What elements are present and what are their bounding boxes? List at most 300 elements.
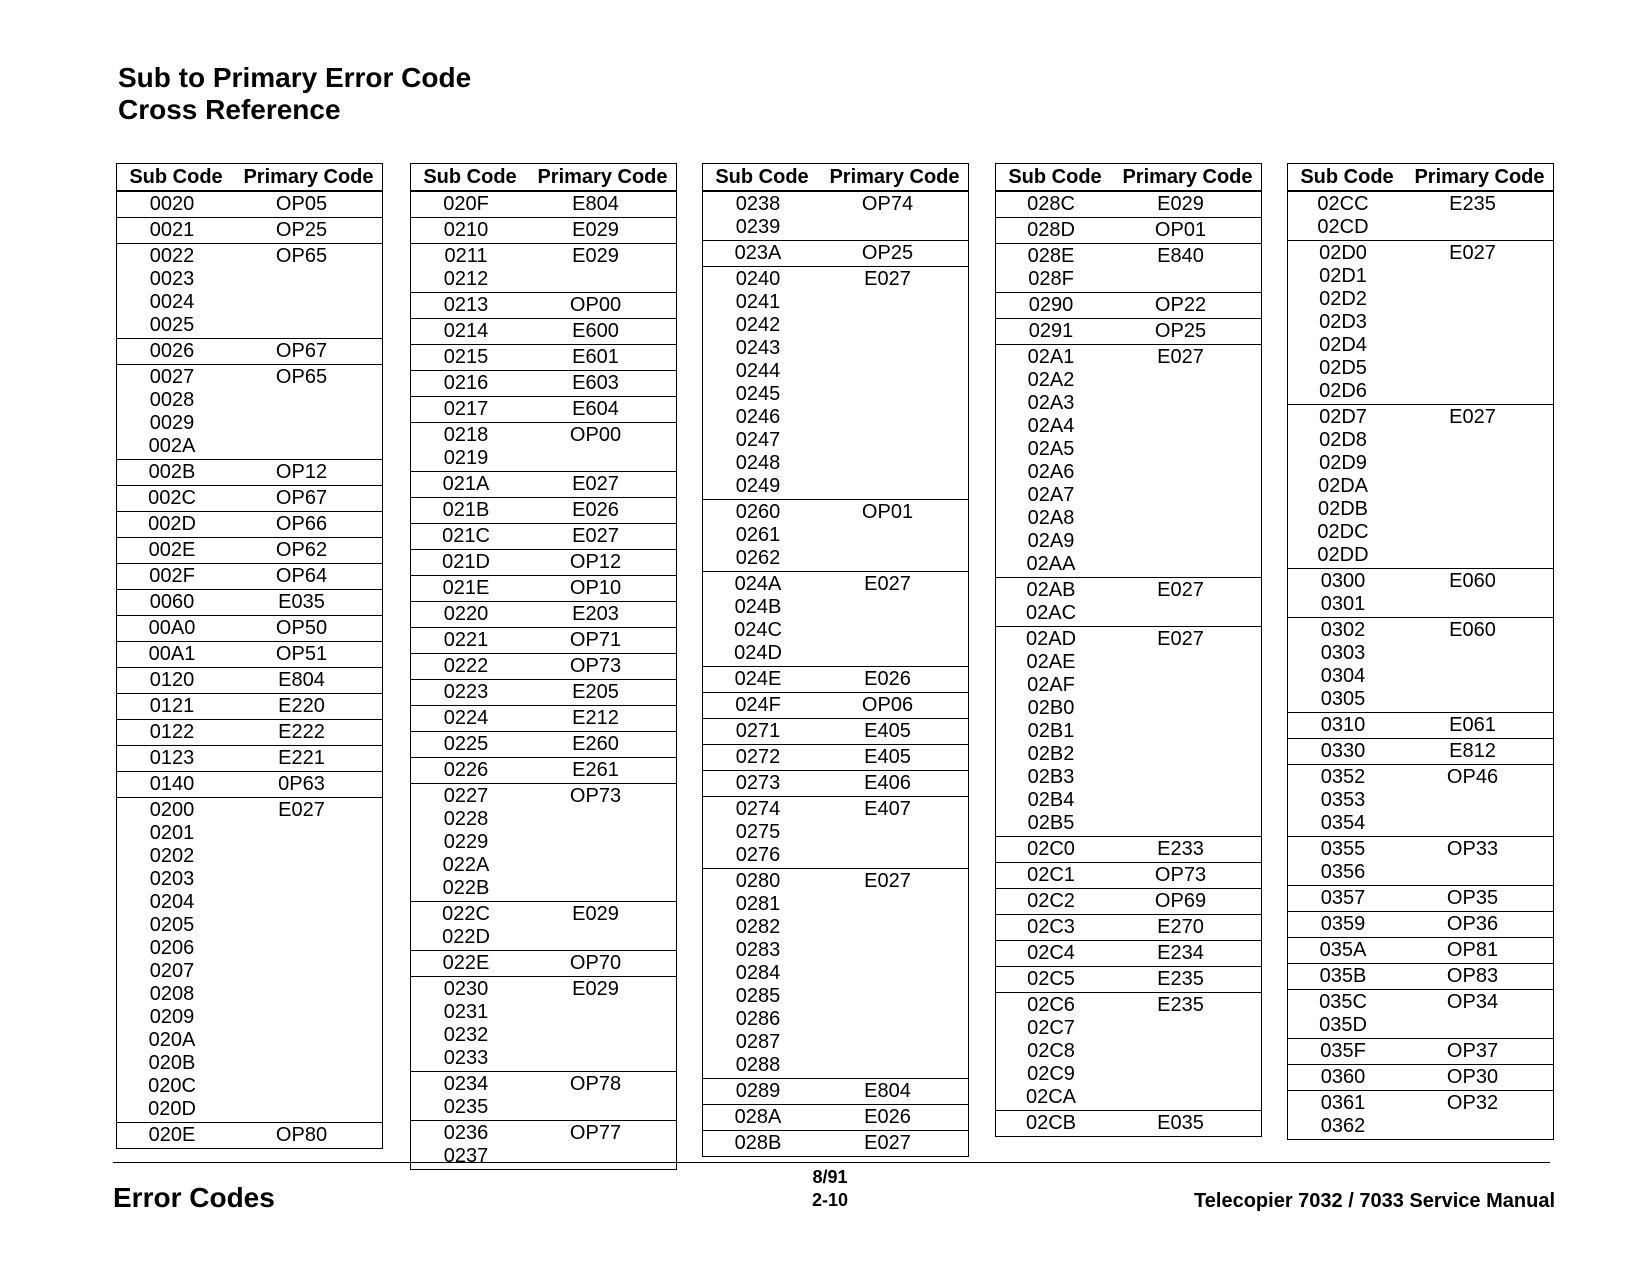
- table-row: [411, 1047, 676, 1070]
- sub-code-cell: 0275: [735, 821, 781, 843]
- sub-code-cell: 0285: [735, 985, 781, 1007]
- primary-code-cell: E061: [1449, 714, 1496, 736]
- sub-code-cell: 02AF: [1027, 674, 1075, 696]
- sub-code-cell: 0356: [1320, 861, 1366, 883]
- primary-code-cell: E603: [572, 372, 619, 394]
- table-row: [117, 539, 382, 562]
- sub-code-cell: 0238: [735, 193, 781, 215]
- code-group: [996, 967, 1261, 993]
- sub-code-cell: 0021: [149, 219, 195, 241]
- primary-code-cell: E027: [1449, 406, 1496, 428]
- primary-code-cell: [813, 452, 968, 475]
- primary-code-cell: [813, 1054, 968, 1077]
- primary-code-cell: [813, 916, 968, 939]
- primary-code-cell: [1398, 812, 1553, 835]
- sub-code-cell: 024A: [734, 573, 782, 595]
- sub-code-cell: 0222: [443, 655, 489, 677]
- primary-code-cell: OP67: [275, 487, 328, 509]
- table-row: [703, 694, 968, 717]
- table-row: [996, 1040, 1261, 1063]
- table-row: [411, 1001, 676, 1024]
- primary-code-cell: [1398, 521, 1553, 544]
- sub-code-cell: 0020: [149, 193, 195, 215]
- primary-code-cell: E840: [1157, 245, 1204, 267]
- table-row: [117, 513, 382, 536]
- sub-code-cell: 0290: [1028, 294, 1074, 316]
- table-row: [117, 868, 382, 891]
- table-row: [117, 914, 382, 937]
- sub-code-cell: 0262: [735, 547, 781, 569]
- table-row: [996, 484, 1261, 507]
- primary-code-cell: E029: [572, 219, 619, 241]
- sub-code-cell: 028F: [1028, 268, 1074, 290]
- table-row: [703, 242, 968, 265]
- table-row: [117, 487, 382, 510]
- primary-code-header: Primary Code: [1122, 166, 1253, 188]
- table-row: [996, 942, 1261, 965]
- primary-code-cell: E261: [572, 759, 619, 781]
- primary-code-cell: [521, 926, 676, 949]
- primary-code-cell: [1398, 216, 1553, 239]
- sub-code-cell: 0208: [149, 983, 195, 1005]
- primary-code-cell: [227, 845, 382, 868]
- code-group: [1288, 1039, 1553, 1065]
- sub-code-cell: 02C6: [1027, 994, 1075, 1016]
- primary-code-cell: E027: [1157, 579, 1204, 601]
- table-row: [996, 628, 1261, 651]
- primary-code-cell: [1106, 602, 1261, 625]
- primary-code-cell: E029: [572, 903, 619, 925]
- sub-code-cell: 0202: [149, 845, 195, 867]
- sub-code-cell: 0207: [149, 960, 195, 982]
- sub-code-cell: 0204: [149, 891, 195, 913]
- sub-code-cell: 0246: [735, 406, 781, 428]
- sub-code-cell: 0028: [149, 389, 195, 411]
- table-row: [411, 785, 676, 808]
- table-row: [411, 193, 676, 216]
- primary-code-cell: E220: [278, 695, 325, 717]
- sub-code-cell: 0244: [735, 360, 781, 382]
- primary-code-cell: E027: [1449, 242, 1496, 264]
- sub-code-cell: 023A: [734, 242, 782, 264]
- sub-code-cell: 0203: [149, 868, 195, 890]
- sub-code-cell: 020D: [148, 1098, 196, 1120]
- primary-code-cell: E027: [278, 799, 325, 821]
- sub-code-cell: 0023: [149, 268, 195, 290]
- primary-code-cell: OP81: [1446, 939, 1499, 961]
- table-row: [411, 1073, 676, 1096]
- sub-code-cell: 0224: [443, 707, 489, 729]
- table-row: [411, 655, 676, 678]
- primary-code-cell: [1398, 789, 1553, 812]
- table-row: [703, 893, 968, 916]
- table-row: [703, 642, 968, 665]
- sub-code-cell: 0240: [735, 268, 781, 290]
- sub-code-cell: 035C: [1319, 991, 1367, 1013]
- primary-code-cell: E804: [278, 669, 325, 691]
- primary-code-cell: E027: [1157, 628, 1204, 650]
- table-row: [1288, 887, 1553, 910]
- primary-code-cell: OP77: [569, 1122, 622, 1144]
- sub-code-cell: 02C1: [1027, 864, 1075, 886]
- sub-code-cell: 0283: [735, 939, 781, 961]
- table-row: [1288, 380, 1553, 403]
- sub-code-cell: 0121: [149, 695, 195, 717]
- table-row: [703, 429, 968, 452]
- sub-code-cell: 0022: [149, 245, 195, 267]
- table-row: [996, 579, 1261, 602]
- code-group: [117, 538, 382, 564]
- sub-code-cell: 028E: [1027, 245, 1075, 267]
- table-row: [117, 845, 382, 868]
- primary-code-cell: E260: [572, 733, 619, 755]
- sub-code-cell: 0230: [443, 978, 489, 1000]
- table-row: [117, 747, 382, 770]
- code-group: [703, 1131, 968, 1156]
- sub-code-cell: 002B: [148, 461, 196, 483]
- sub-code-cell: 02B4: [1027, 789, 1075, 811]
- sub-code-cell: 0241: [735, 291, 781, 313]
- table-row: [996, 507, 1261, 530]
- primary-code-cell: OP01: [861, 501, 914, 523]
- code-group: [411, 524, 676, 550]
- table-row: [117, 799, 382, 822]
- primary-code-cell: [813, 619, 968, 642]
- primary-code-cell: OP12: [275, 461, 328, 483]
- sub-code-cell: 0227: [443, 785, 489, 807]
- primary-code-cell: [227, 1006, 382, 1029]
- primary-code-cell: OP33: [1446, 838, 1499, 860]
- primary-code-cell: [813, 596, 968, 619]
- primary-code-cell: E035: [1157, 1112, 1204, 1134]
- primary-code-cell: [1398, 452, 1553, 475]
- code-group: [411, 319, 676, 345]
- primary-code-cell: E406: [864, 772, 911, 794]
- primary-code-cell: [1398, 334, 1553, 357]
- code-group: [411, 902, 676, 951]
- table-row: [117, 565, 382, 588]
- table-row: [411, 831, 676, 854]
- sub-code-cell: 0220: [443, 603, 489, 625]
- sub-code-cell: 0305: [1320, 688, 1366, 710]
- code-group: [703, 869, 968, 1079]
- page-title: [118, 62, 471, 126]
- table-row: [411, 268, 676, 291]
- code-group: [703, 267, 968, 500]
- table-row: [117, 669, 382, 692]
- code-group: [117, 772, 382, 798]
- sub-code-cell: 02D9: [1319, 452, 1367, 474]
- primary-code-cell: OP10: [569, 577, 622, 599]
- primary-code-cell: [227, 822, 382, 845]
- sub-code-cell: 0282: [735, 916, 781, 938]
- sub-code-cell: 0274: [735, 798, 781, 820]
- primary-code-cell: E029: [572, 245, 619, 267]
- table-row: [703, 844, 968, 867]
- code-group: [411, 654, 676, 680]
- sub-code-cell: 0225: [443, 733, 489, 755]
- primary-code-cell: [813, 821, 968, 844]
- table-row: [703, 216, 968, 239]
- table-row: [1288, 521, 1553, 544]
- sub-code-cell: 0357: [1320, 887, 1366, 909]
- table-row: [411, 577, 676, 600]
- sub-code-cell: 0234: [443, 1073, 489, 1095]
- primary-code-cell: [227, 314, 382, 337]
- primary-code-cell: [1398, 642, 1553, 665]
- primary-code-cell: [1106, 674, 1261, 697]
- table-row: [117, 219, 382, 242]
- primary-code-cell: E405: [864, 720, 911, 742]
- sub-code-cell: 0029: [149, 412, 195, 434]
- primary-code-cell: [1106, 507, 1261, 530]
- sub-code-cell: 0215: [443, 346, 489, 368]
- code-group: [411, 977, 676, 1072]
- sub-code-cell: 0231: [443, 1001, 489, 1023]
- sub-code-cell: 02C8: [1027, 1040, 1075, 1062]
- sub-code-cell: 0260: [735, 501, 781, 523]
- table-row: [703, 870, 968, 893]
- primary-code-cell: [813, 360, 968, 383]
- sub-code-cell: 0248: [735, 452, 781, 474]
- sub-code-cell: 035B: [1319, 965, 1367, 987]
- primary-code-cell: [1398, 265, 1553, 288]
- table-row: [703, 1008, 968, 1031]
- code-group: [996, 578, 1261, 627]
- sub-code-cell: 02D8: [1319, 429, 1367, 451]
- sub-code-cell: 0354: [1320, 812, 1366, 834]
- sub-code-cell: 0271: [735, 720, 781, 742]
- primary-code-cell: [227, 868, 382, 891]
- table-row: [117, 960, 382, 983]
- primary-code-cell: E027: [864, 573, 911, 595]
- table-row: [1288, 642, 1553, 665]
- sub-code-cell: 02D5: [1319, 357, 1367, 379]
- sub-code-header: Sub Code: [1300, 166, 1394, 188]
- primary-code-cell: [813, 383, 968, 406]
- primary-code-cell: OP36: [1446, 913, 1499, 935]
- table-row: [703, 821, 968, 844]
- table-row: [703, 268, 968, 291]
- table-row: [411, 1145, 676, 1168]
- footer-divider: [113, 1162, 1550, 1163]
- sub-code-cell: 0213: [443, 294, 489, 316]
- primary-code-cell: [521, 831, 676, 854]
- code-group: [117, 590, 382, 616]
- primary-code-cell: [227, 389, 382, 412]
- primary-code-cell: [1398, 429, 1553, 452]
- table-row: [411, 629, 676, 652]
- primary-code-cell: OP32: [1446, 1092, 1499, 1114]
- table-row: [117, 937, 382, 960]
- sub-code-cell: 0120: [149, 669, 195, 691]
- code-group: [411, 293, 676, 319]
- table-row: [996, 461, 1261, 484]
- table-row: [996, 1112, 1261, 1135]
- sub-code-cell: 02D6: [1319, 380, 1367, 402]
- table-row: [117, 1006, 382, 1029]
- sub-code-cell: 02A1: [1027, 346, 1075, 368]
- table-row: [1288, 665, 1553, 688]
- sub-code-header: Sub Code: [129, 166, 223, 188]
- sub-code-cell: 0237: [443, 1145, 489, 1167]
- code-group: [411, 423, 676, 472]
- table-row: [117, 461, 382, 484]
- sub-code-cell: 002E: [148, 539, 196, 561]
- table-row: [117, 366, 382, 389]
- table-row: [996, 766, 1261, 789]
- table-row: [411, 733, 676, 756]
- sub-code-cell: 024B: [734, 596, 782, 618]
- sub-code-cell: 02C3: [1027, 916, 1075, 938]
- table-row: [117, 412, 382, 435]
- code-group: [411, 602, 676, 628]
- primary-code-cell: E212: [572, 707, 619, 729]
- sub-code-cell: 021D: [442, 551, 490, 573]
- sub-code-cell: 02A2: [1027, 369, 1075, 391]
- table-row: [117, 983, 382, 1006]
- sub-code-cell: 0216: [443, 372, 489, 394]
- code-group: [1288, 569, 1553, 618]
- table-header: [996, 164, 1261, 192]
- table-row: [411, 854, 676, 877]
- code-group: [1288, 938, 1553, 964]
- sub-code-cell: 0304: [1320, 665, 1366, 687]
- table-row: [996, 415, 1261, 438]
- primary-code-cell: E026: [864, 668, 911, 690]
- primary-code-cell: OP73: [569, 785, 622, 807]
- primary-code-cell: E027: [572, 473, 619, 495]
- sub-code-cell: 0272: [735, 746, 781, 768]
- sub-code-cell: 0060: [149, 591, 195, 613]
- title-line-2: Cross Reference: [118, 94, 341, 125]
- primary-code-cell: [1106, 1086, 1261, 1109]
- primary-code-cell: [813, 429, 968, 452]
- table-row: [703, 360, 968, 383]
- primary-code-cell: [813, 291, 968, 314]
- table-row: [411, 320, 676, 343]
- primary-code-cell: OP01: [1154, 219, 1207, 241]
- sub-code-cell: 0218: [443, 424, 489, 446]
- primary-code-cell: E205: [572, 681, 619, 703]
- sub-code-cell: 0201: [149, 822, 195, 844]
- table-row: [411, 372, 676, 395]
- table-row: [703, 746, 968, 769]
- table-row: [411, 1096, 676, 1119]
- table-row: [703, 916, 968, 939]
- sub-code-cell: 0235: [443, 1096, 489, 1118]
- sub-code-cell: 02D7: [1319, 406, 1367, 428]
- sub-code-cell: 028D: [1027, 219, 1075, 241]
- primary-code-cell: E029: [572, 978, 619, 1000]
- primary-code-cell: E235: [1449, 193, 1496, 215]
- code-group: [703, 241, 968, 267]
- table-row: [1288, 913, 1553, 936]
- code-group: [117, 192, 382, 218]
- sub-code-cell: 02B0: [1027, 697, 1075, 719]
- table-row: [1288, 216, 1553, 239]
- primary-code-cell: [1106, 1040, 1261, 1063]
- primary-code-cell: OP25: [1154, 320, 1207, 342]
- primary-code-cell: E026: [572, 499, 619, 521]
- primary-code-cell: [1106, 415, 1261, 438]
- sub-code-cell: 02B1: [1027, 720, 1075, 742]
- primary-code-cell: E600: [572, 320, 619, 342]
- primary-code-cell: OP69: [1154, 890, 1207, 912]
- code-group: [703, 667, 968, 693]
- code-group: [117, 668, 382, 694]
- table-row: [1288, 242, 1553, 265]
- code-group: [996, 1111, 1261, 1136]
- primary-code-cell: [227, 291, 382, 314]
- table-row: [1288, 838, 1553, 861]
- sub-code-cell: 028C: [1027, 193, 1075, 215]
- sub-code-cell: 021A: [442, 473, 490, 495]
- table-row: [411, 424, 676, 447]
- table-row: [703, 939, 968, 962]
- code-group: [1288, 405, 1553, 569]
- table-row: [1288, 1014, 1553, 1037]
- primary-code-header: Primary Code: [537, 166, 668, 188]
- table-row: [1288, 1092, 1553, 1115]
- code-group: [117, 365, 382, 460]
- code-group: [1288, 618, 1553, 713]
- table-row: [996, 697, 1261, 720]
- table-row: [996, 438, 1261, 461]
- code-group: [1288, 241, 1553, 405]
- primary-code-cell: [813, 314, 968, 337]
- primary-code-cell: [813, 985, 968, 1008]
- table-row: [411, 603, 676, 626]
- sub-code-cell: 02DB: [1317, 498, 1369, 520]
- table-row: [411, 525, 676, 548]
- primary-code-cell: [1398, 1115, 1553, 1138]
- table-row: [703, 596, 968, 619]
- code-group: [1288, 886, 1553, 912]
- table-row: [117, 695, 382, 718]
- sub-code-cell: 0362: [1320, 1115, 1366, 1137]
- code-group: [411, 345, 676, 371]
- primary-code-cell: [1106, 369, 1261, 392]
- table-row: [996, 651, 1261, 674]
- code-group: [411, 550, 676, 576]
- table-row: [411, 294, 676, 317]
- sub-code-cell: 02C9: [1027, 1063, 1075, 1085]
- primary-code-cell: [1398, 665, 1553, 688]
- primary-code-cell: E027: [864, 1132, 911, 1154]
- code-table-5: [1287, 163, 1554, 1140]
- code-group: [1288, 990, 1553, 1039]
- code-group: [996, 218, 1261, 244]
- primary-code-cell: [1106, 530, 1261, 553]
- table-row: [411, 903, 676, 926]
- code-group: [703, 572, 968, 667]
- table-row: [1288, 593, 1553, 616]
- table-row: [117, 245, 382, 268]
- table-row: [996, 890, 1261, 913]
- table-header: [411, 164, 676, 192]
- primary-code-cell: [521, 877, 676, 900]
- table-row: [703, 619, 968, 642]
- code-group: [996, 244, 1261, 293]
- sub-code-cell: 0276: [735, 844, 781, 866]
- code-group: [703, 797, 968, 869]
- sub-code-cell: 021C: [442, 525, 490, 547]
- sub-code-cell: 0302: [1320, 619, 1366, 641]
- sub-code-cell: 02A5: [1027, 438, 1075, 460]
- sub-code-cell: 02C5: [1027, 968, 1075, 990]
- table-row: [117, 617, 382, 640]
